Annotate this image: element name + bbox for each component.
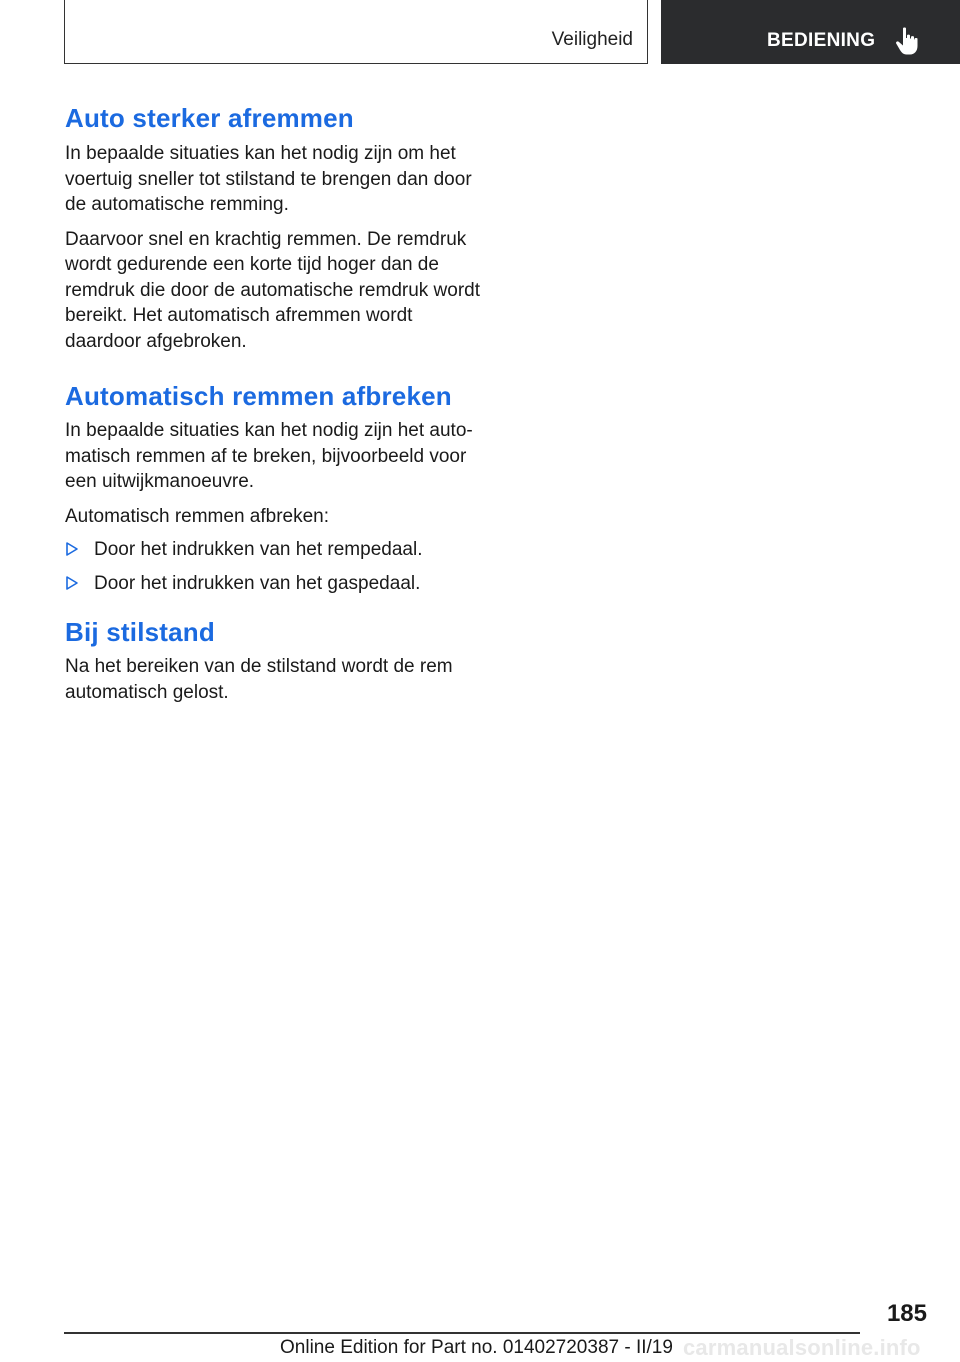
page-content <box>65 100 485 705</box>
pointing-hand-icon <box>895 26 919 56</box>
section-heading: Bij stilstand <box>65 617 215 647</box>
bullet-list <box>65 537 485 596</box>
footer-divider <box>64 1332 860 1334</box>
body-paragraph: Automatisch remmen afbreken: <box>65 505 330 527</box>
list-item <box>65 537 485 563</box>
list-item-text: Door het indrukken van het rempedaal. <box>94 539 423 560</box>
list-item <box>65 571 485 597</box>
watermark: carmanualsonline.info <box>683 1335 921 1360</box>
body-paragraph: In bepaalde situaties kan het nodig zijn het automatisch remmen af te breken, bijvoorbeeld voor een uitwijkmanoeuvre. <box>65 420 473 492</box>
section-heading: Auto sterker afremmen <box>65 103 354 133</box>
triangle-bullet-icon <box>65 574 79 592</box>
body-paragraph: Na het bereiken van de stilstand wordt de rem automatisch gelost. <box>65 656 453 703</box>
page-number: 185 <box>886 1300 927 1327</box>
body-paragraph: In bepaalde situaties kan het nodig zijn om het voertuig sneller tot stilstand te brengen dan door de automatische remming. <box>65 143 472 215</box>
triangle-bullet-icon <box>65 540 79 558</box>
footer-edition: Online Edition for Part no. 01402720387 - II/19 <box>280 1337 673 1358</box>
section-heading: Automatisch remmen afbreken <box>65 381 452 411</box>
header-chapter-title: BEDIENING <box>767 30 876 51</box>
list-item-text: Door het indrukken van het gaspedaal. <box>94 572 421 594</box>
header-section-title: Veiligheid <box>551 29 633 50</box>
body-paragraph: Daarvoor snel en krachtig remmen. De remdruk wordt gedurende een korte tijd hoger dan de remdruk die door de automatische remdruk wordt bereikt. Het automatisch afremmen wordt daardoor afgebroken. <box>65 228 481 352</box>
header-section-box <box>64 0 648 64</box>
header-chapter-tab <box>661 0 960 64</box>
